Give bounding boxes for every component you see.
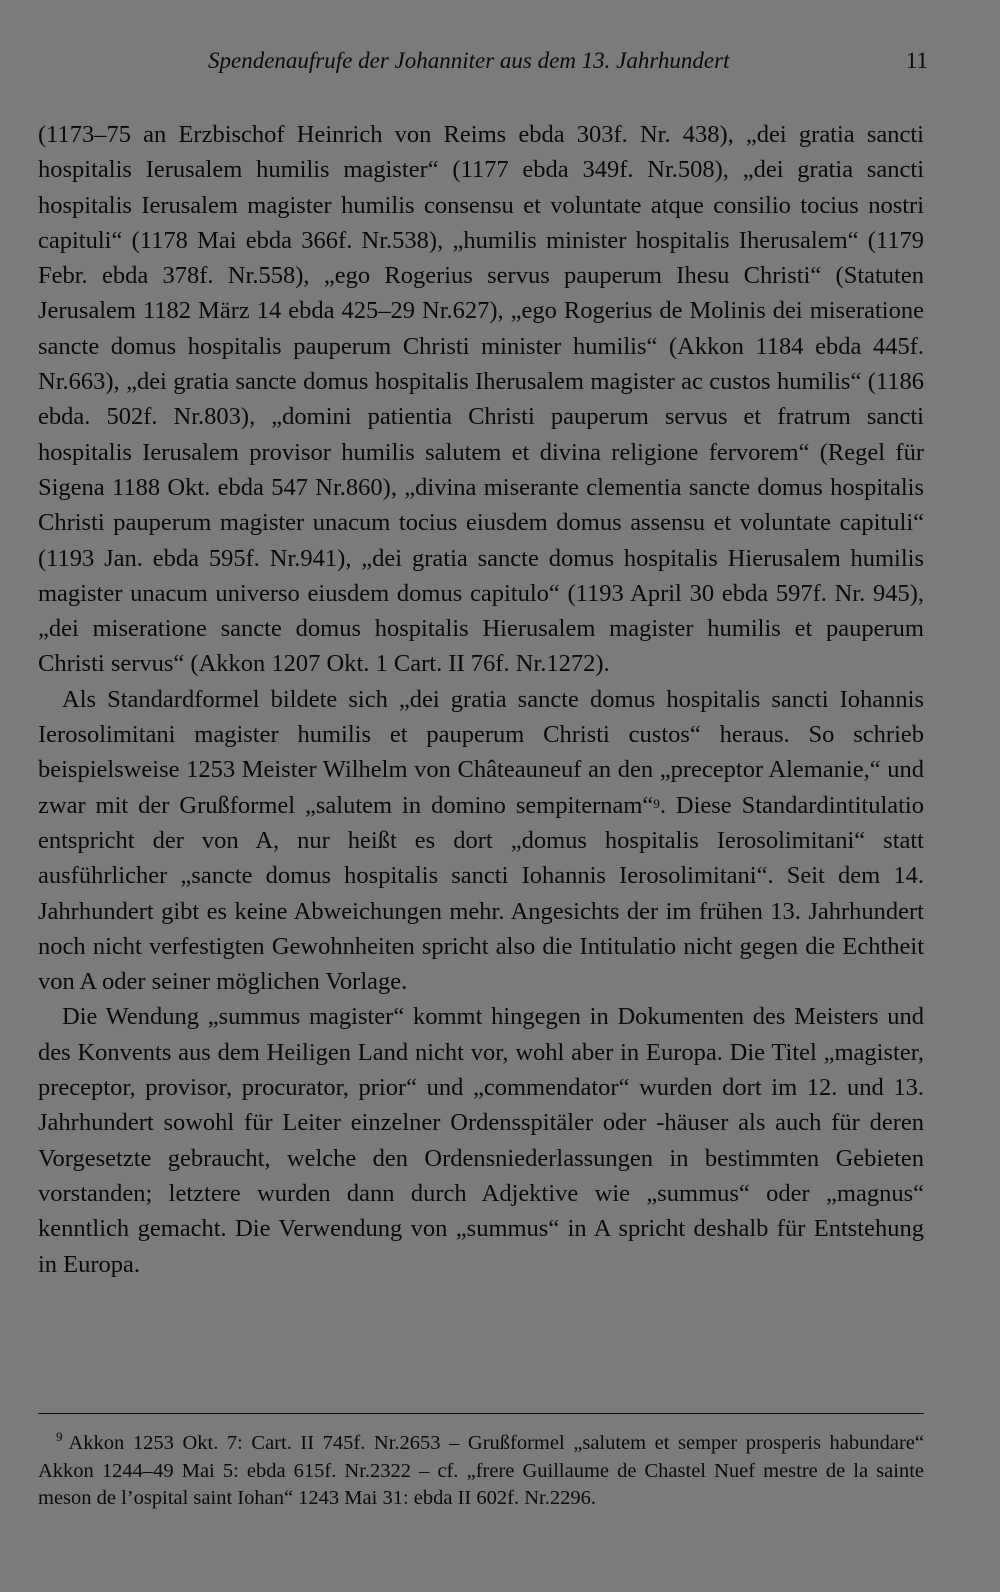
paragraph-2 (38, 682, 924, 1000)
footnote (38, 1430, 924, 1512)
paragraph-1: (1173–75 an Erzbischof Heinrich von Reims ebda 303f. Nr. 438), „dei gratia sancti hospitalis Ierusalem humilis magister“ (1177 ebda 349f. Nr.508), „dei gratia sancti hospitalis Ierusalem magister humilis consensu et voluntate atque consilio tocius nostri capituli“ (1178 Mai ebda 366f. Nr.538), „humilis minister hospitalis Iherusalem“ (1179 Febr. ebda 378f. Nr.558), „ego Rogerius servus pauperum Ihesu Christi“ (Statuten Jerusalem 1182 März 14 ebda 425–29 Nr.627), „ego Rogerius de Molinis dei miseratione sancte domus hospitalis pauperum Christi minister humilis“ (Akkon 1184 ebda 445f. Nr.663), „dei gratia sancte domus hospitalis Iherusalem magister ac custos humilis“ (1186 ebda. 502f. Nr.803), „domini patientia Christi pauperum servus et fratrum sancti hospitalis Ierusalem provisor humilis salutem et divina religione fervorem“ (Regel für Sigena 1188 Okt. ebda 547 Nr.860), „divina miserante clementia sancte domus hospitalis Christi pauperum magister unacum tocius eiusdem domus assensu et voluntate capituli“ (1193 Jan. ebda 595f. Nr.941), „dei gratia sancte domus hospitalis Hierusalem humilis magister unacum universo eiusdem domus capitulo“ (1193 April 30 ebda 597f. Nr. 945), „dei miseratione sancte domus hospitalis Hierusalem magister humilis et pauperum Christi servus“ (Akkon 1207 Okt. 1 Cart. II 76f. Nr.1272). (38, 121, 924, 678)
page-number: 11 (905, 48, 928, 73)
body-text (38, 117, 924, 1282)
paragraph-2-text-b: . Diese Standardintitulatio entspricht der von A, nur heißt es dort „domus hospitalis Ierosolimitani“ statt ausführlicher „sancte domus hospitalis sancti Iohannis Ierosolimitani“. Seit dem 14. Jahrhundert gibt es keine Abweichungen mehr. Angesichts der im frühen 13. Jahrhundert noch nicht verfestigten Gewohnheiten spricht also die Intitulatio nicht gegen die Echtheit von A oder seiner möglichen Vorlage. (38, 791, 924, 996)
footnote-separator (38, 1413, 924, 1414)
footnote-marker: 9 (56, 1429, 63, 1444)
running-head (38, 48, 928, 88)
running-title: Spendenaufrufe der Johanniter aus dem 13. Jahrhundert (208, 48, 730, 73)
footnote-reference: 9 (653, 795, 660, 811)
footnote-text: Akkon 1253 Okt. 7: Cart. II 745f. Nr.2653 – Grußformel „salutem et semper prosperis habundare“ Akkon 1244–49 Mai 5: ebda 615f. Nr.2322 – cf. „frere Guillaume de Chastel Nuef mestre de la sainte meson de l’ospital saint Iohan“ 1243 Mai 31: ebda II 602f. Nr.2296. (38, 1432, 924, 1509)
paragraph-2-text-a: Als Standardformel bildete sich „dei gratia sancte domus hospitalis sancti Iohannis Ierosolimitani magister humilis et pauperum Christi custos“ heraus. So schrieb beispielsweise 1253 Meister Wilhelm von Châteauneuf an den „preceptor Alemanie,“ und zwar mit der Grußformel „salutem in domino sempiternam“ (38, 685, 924, 819)
paragraph-3: Die Wendung „summus magister“ kommt hingegen in Dokumenten des Meisters und des Konvents aus dem Heiligen Land nicht vor, wohl aber in Europa. Die Titel „magister, preceptor, provisor, procurator, prior“ und „commendator“ wurden dort im 12. und 13. Jahrhundert sowohl für Leiter einzelner Ordensspitäler oder -häuser als auch für deren Vorgesetzte gebraucht, welche den Ordensniederlassungen in bestimmten Gebieten vorstanden; letztere wurden dann durch Adjektive wie „summus“ oder „magnus“ kenntlich gemacht. Die Verwendung von „summus“ in A spricht deshalb für Entstehung in Europa. (38, 1003, 924, 1278)
